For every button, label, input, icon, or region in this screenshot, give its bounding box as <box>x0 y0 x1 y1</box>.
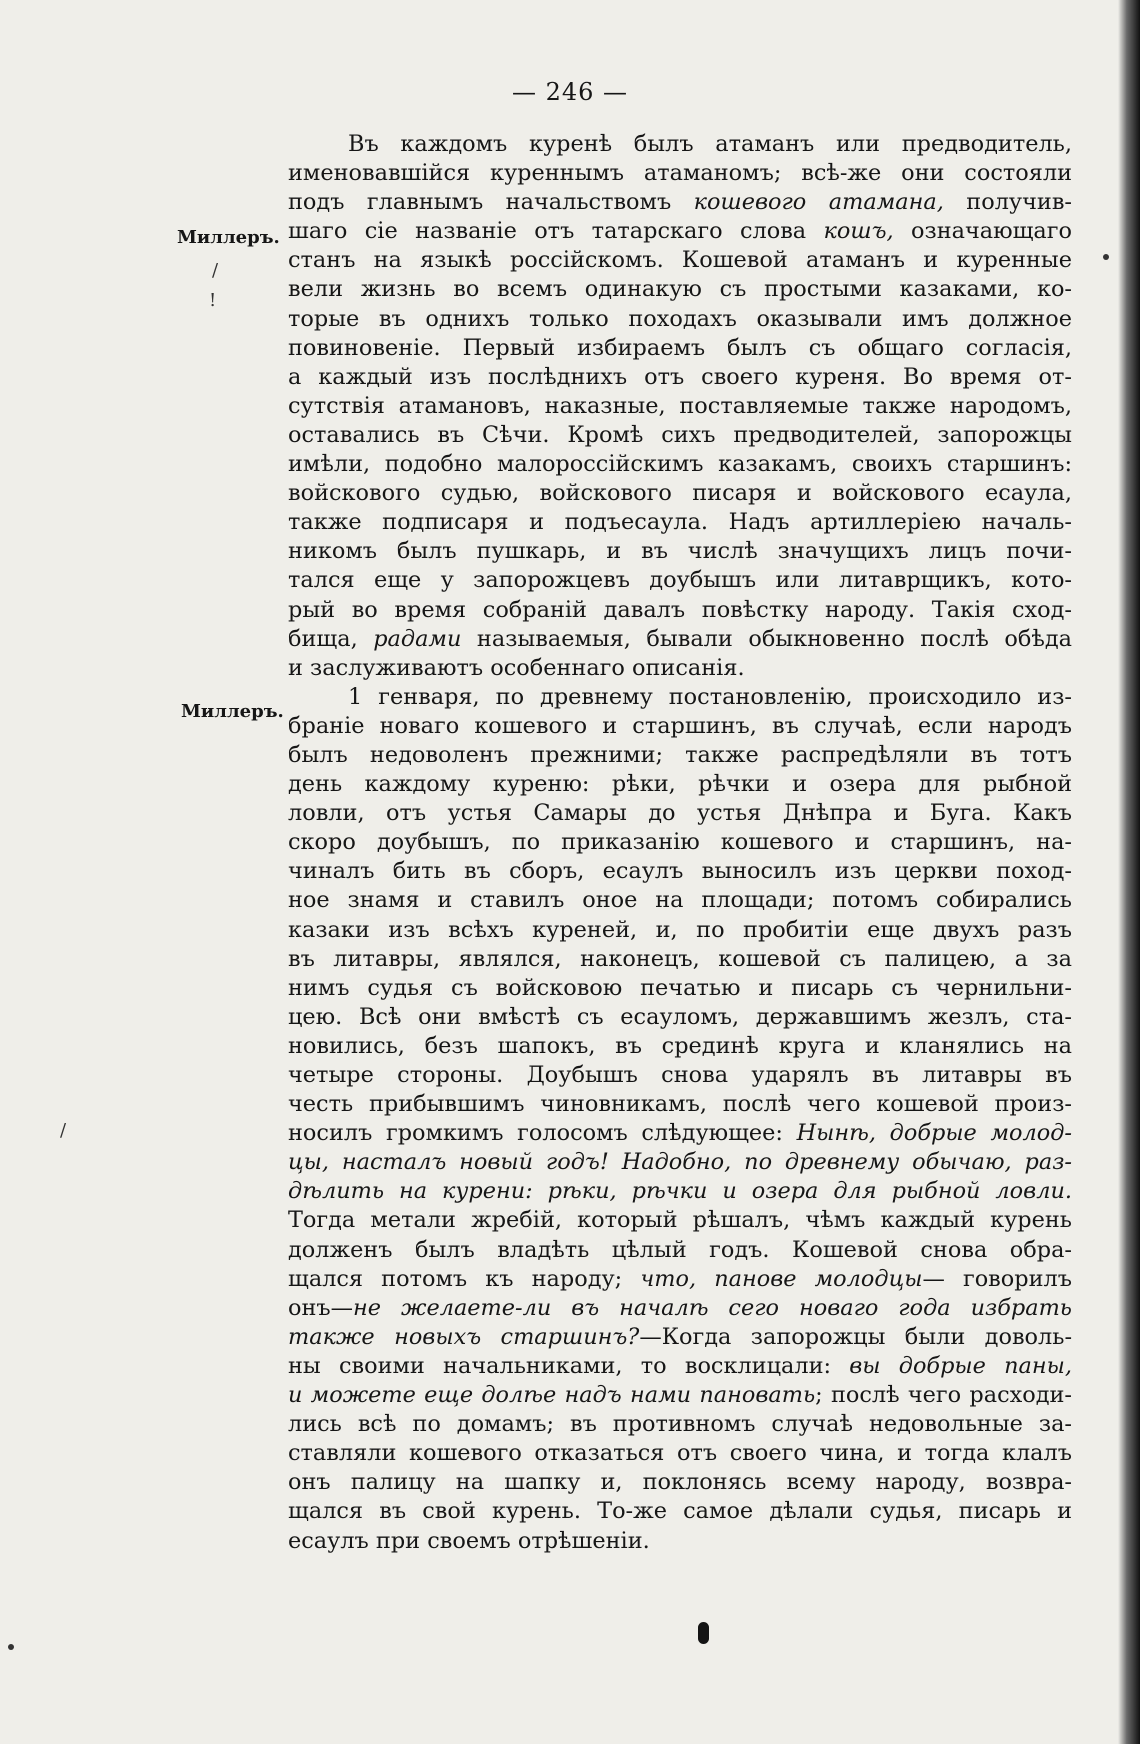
text-line: день каждому куреню: рѣки, рѣчки и озера для рыбной <box>288 771 1072 798</box>
text-line: именовавшійся куреннымъ атаманомъ; всѣ-же они состояли <box>288 160 1072 187</box>
text-line: носилъ громкимъ голосомъ слѣдующее: Нынѣ, добрые молод- <box>288 1120 1072 1147</box>
text-line: тался еще у запорожцевъ доубышъ или литаврщикъ, кото- <box>288 567 1072 594</box>
text-line: браніе новаго кошевого и старшинъ, въ случаѣ, если народъ <box>288 712 1072 739</box>
text-line: Въ каждомъ куренѣ былъ атаманъ или предводитель, <box>348 131 1072 157</box>
text-line: вели жизнь во всемъ одинакую съ простыми казаками, ко- <box>288 276 1072 303</box>
text-line: цы, насталъ новый годъ! Надобно, по древнему обычаю, раз- <box>288 1149 1072 1176</box>
text-line: Тогда метали жребій, который рѣшалъ, чѣмъ каждый курень <box>288 1207 1072 1234</box>
text-line: новились, безъ шапокъ, въ срединѣ круга и кланялись на <box>288 1032 1072 1059</box>
text-line: щался въ свой курень. То-же самое дѣлали судья, писарь и <box>288 1498 1072 1525</box>
text-line: ловли, отъ устья Самары до устья Днѣпра и Буга. Какъ <box>288 800 1072 827</box>
text-column <box>288 130 1072 1556</box>
text-line: онъ палицу на шапку и, поклонясь всему народу, возвра- <box>288 1469 1072 1496</box>
text-line: нимъ судья съ войсковою печатью и писарь съ чернильни- <box>288 974 1072 1001</box>
text-line: ставляли кошевого отказаться отъ своего чина, и тогда клалъ <box>288 1440 1072 1467</box>
text-line: рый во время собраній давалъ повѣстку народу. Такія сход- <box>288 596 1072 623</box>
text-line: повиновеніе. Первый избираемъ былъ съ общаго согласія, <box>288 334 1072 361</box>
pencil-mark: / <box>60 1120 67 1141</box>
text-line: честь прибывшимъ чиновникамъ, послѣ чего кошевой произ- <box>288 1091 1072 1118</box>
text-line: ное знамя и ставилъ оное на площади; потомъ собирались <box>288 887 1072 914</box>
text-line: и заслуживаютъ особеннаго описанія. <box>288 654 745 681</box>
text-line: былъ недоволенъ прежними; также распредѣляли въ тотъ <box>288 741 1072 768</box>
text-line: лись всѣ по домамъ; въ противномъ случаѣ недовольные за- <box>288 1411 1072 1438</box>
text-line: никомъ былъ пушкарь, и въ числѣ значущихъ лицъ почи- <box>288 538 1072 565</box>
text-line: торые въ однихъ только походахъ оказывали имъ должное <box>288 305 1072 332</box>
text-line: а каждый изъ послѣднихъ отъ своего куреня. Во время от- <box>288 363 1072 390</box>
text-line: имѣли, подобно малороссійскимъ казакамъ, своихъ старшинъ: <box>288 451 1072 478</box>
scan-speck <box>8 1644 14 1650</box>
ink-blot <box>698 1622 709 1644</box>
text-line: онъ—не желаете-ли въ началѣ сего новаго года избрать <box>288 1294 1072 1321</box>
text-line: 1 генваря, по древнему постановленію, происходило из- <box>348 683 1072 710</box>
text-line: долженъ былъ владѣть цѣлый годъ. Кошевой снова обра- <box>288 1236 1072 1263</box>
text-line: подъ главнымъ начальствомъ кошевого атамана, получив- <box>288 189 1072 216</box>
margin-note-miller-1: Миллеръ. <box>177 227 280 248</box>
paragraph-2 <box>288 683 1072 1556</box>
text-line: казаки изъ всѣхъ куреней, и, по пробитіи еще двухъ разъ <box>288 916 1072 943</box>
paragraph-1 <box>288 130 1072 683</box>
text-line: сутствія атамановъ, наказные, поставляемые также народомъ, <box>288 392 1072 419</box>
page-number: — 246 — <box>511 78 629 106</box>
text-line: и можете еще долѣе надъ нами пановать; послѣ чего расходи- <box>288 1382 1072 1409</box>
text-line: дѣлить на курени: рѣки, рѣчки и озера для рыбной ловли. <box>288 1178 1072 1205</box>
text-line: щался потомъ къ народу; что, панове молодцы— говорилъ <box>288 1265 1072 1292</box>
text-line: ны своими начальниками, то восклицали: вы добрые паны, <box>288 1352 1072 1379</box>
pencil-mark: ! <box>209 290 217 311</box>
text-line: бища, радами называемыя, бывали обыкновенно послѣ обѣда <box>288 625 1072 652</box>
text-line: есаулъ при своемъ отрѣшеніи. <box>288 1527 650 1554</box>
page-edge-shadow <box>1118 0 1140 1744</box>
text-line: въ литавры, являлся, наконецъ, кошевой съ палицею, а за <box>288 945 1072 972</box>
text-line: чиналъ бить въ сборъ, есаулъ выносилъ изъ церкви поход- <box>288 858 1072 885</box>
text-line: цею. Всѣ они вмѣстѣ съ есауломъ, державшимъ жезлъ, ста- <box>288 1003 1072 1030</box>
pencil-mark: / <box>212 260 219 281</box>
text-line: четыре стороны. Доубышъ снова ударялъ въ литавры въ <box>288 1062 1072 1088</box>
text-line: скоро доубышъ, по приказанію кошевого и старшинъ, на- <box>288 829 1072 856</box>
text-line: также подписаря и подъесаула. Надъ артиллеріею началь- <box>288 509 1072 536</box>
text-line: шаго сіе названіе отъ татарскаго слова кошъ, означающаго <box>288 218 1072 245</box>
text-line: станъ на языкѣ россійскомъ. Кошевой атаманъ и куренные <box>288 247 1072 274</box>
margin-note-miller-2: Миллеръ. <box>181 701 284 722</box>
text-line: оставались въ Сѣчи. Кромѣ сихъ предводителей, запорожцы <box>288 421 1072 448</box>
scan-speck <box>1103 254 1109 260</box>
text-line: войскового судью, войскового писаря и войскового есаула, <box>288 480 1072 507</box>
text-line: также новыхъ старшинъ?—Когда запорожцы были доволь- <box>288 1323 1073 1350</box>
